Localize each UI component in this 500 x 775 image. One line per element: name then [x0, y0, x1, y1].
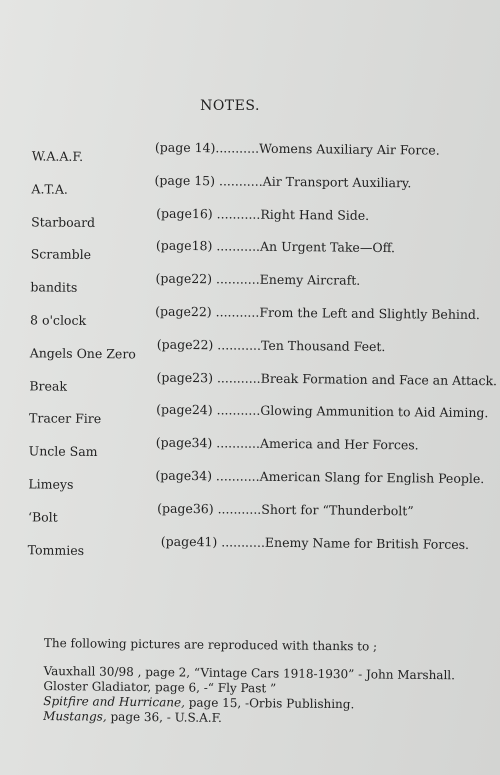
note-definition: (page22) ...........Ten Thousand Feet. — [156, 336, 386, 354]
credit-text: page 15, -Orbis Publishing. — [184, 695, 355, 712]
note-row — [0, 335, 498, 373]
note-row — [0, 171, 500, 209]
note-term: Tracer Fire — [28, 410, 102, 427]
note-row — [0, 466, 497, 504]
note-row — [0, 236, 499, 274]
note-term: bandits — [30, 279, 78, 296]
note-definition: (page24) ...........Glowing Ammunition to Aid Aiming. — [156, 402, 489, 421]
note-definition: (page16) ...........Right Hand Side. — [156, 205, 370, 223]
note-definition: (page22) ...........From the Left and Slightly Behind. — [155, 303, 481, 323]
note-definition: (page18) ...........An Urgent Take—Off. — [155, 238, 396, 256]
note-row — [0, 138, 500, 176]
credit-lead: Mustangs, — [43, 708, 107, 724]
note-term: Uncle Sam — [28, 443, 98, 460]
note-definition: (page 15) ...........Air Transport Auxiliary. — [154, 172, 412, 191]
note-row — [0, 204, 499, 242]
note-definition: (page41) ...........Enemy Name for British Forces. — [160, 533, 470, 552]
note-row — [0, 499, 496, 537]
credits-heading: The following pictures are reproduced with thanks to ; — [43, 636, 378, 654]
note-term: Starboard — [31, 213, 96, 230]
note-term: W.A.A.F. — [31, 148, 84, 164]
notes-list — [0, 138, 500, 570]
note-term: ‘Bolt — [27, 509, 58, 525]
note-definition: (page 14)...........Womens Auxiliary Air Force. — [154, 139, 440, 158]
credit-lead: Spitfire and Hurricane, — [43, 693, 186, 710]
note-definition: (page34) ...........American Slang for English People. — [155, 467, 485, 487]
note-term: Angels One Zero — [29, 345, 136, 362]
note-definition: (page22) ...........Enemy Aircraft. — [155, 270, 361, 288]
note-term: 8 o'clock — [30, 312, 87, 328]
note-term: A.T.A. — [31, 181, 69, 197]
credit-line — [43, 709, 483, 729]
note-row — [0, 532, 496, 570]
note-definition: (page34) ...........America and Her Forces. — [155, 434, 419, 453]
note-term: Break — [29, 377, 68, 394]
picture-credits — [43, 636, 484, 729]
note-term: Limeys — [28, 476, 74, 492]
page-title: NOTES. — [200, 98, 260, 114]
note-row — [0, 433, 497, 471]
note-definition: (page23) ...........Break Formation and Face an Attack. — [156, 369, 498, 388]
note-definition: (page36) ...........Short for “Thunderbolt” — [157, 500, 414, 519]
note-row — [0, 368, 498, 406]
note-term: Tommies — [27, 541, 85, 558]
note-row — [0, 269, 499, 307]
note-term: Scramble — [30, 246, 92, 263]
note-row — [0, 302, 498, 340]
credit-text: page 36, - U.S.A.F. — [106, 709, 222, 725]
note-row — [0, 400, 497, 438]
credit-text: Gloster Gladiator, page 6, -“ Fly Past ” — [43, 678, 277, 696]
credit-text: Vauxhall 30/98 , page 2, “Vintage Cars 1918-1930” - John Marshall. — [43, 663, 456, 683]
